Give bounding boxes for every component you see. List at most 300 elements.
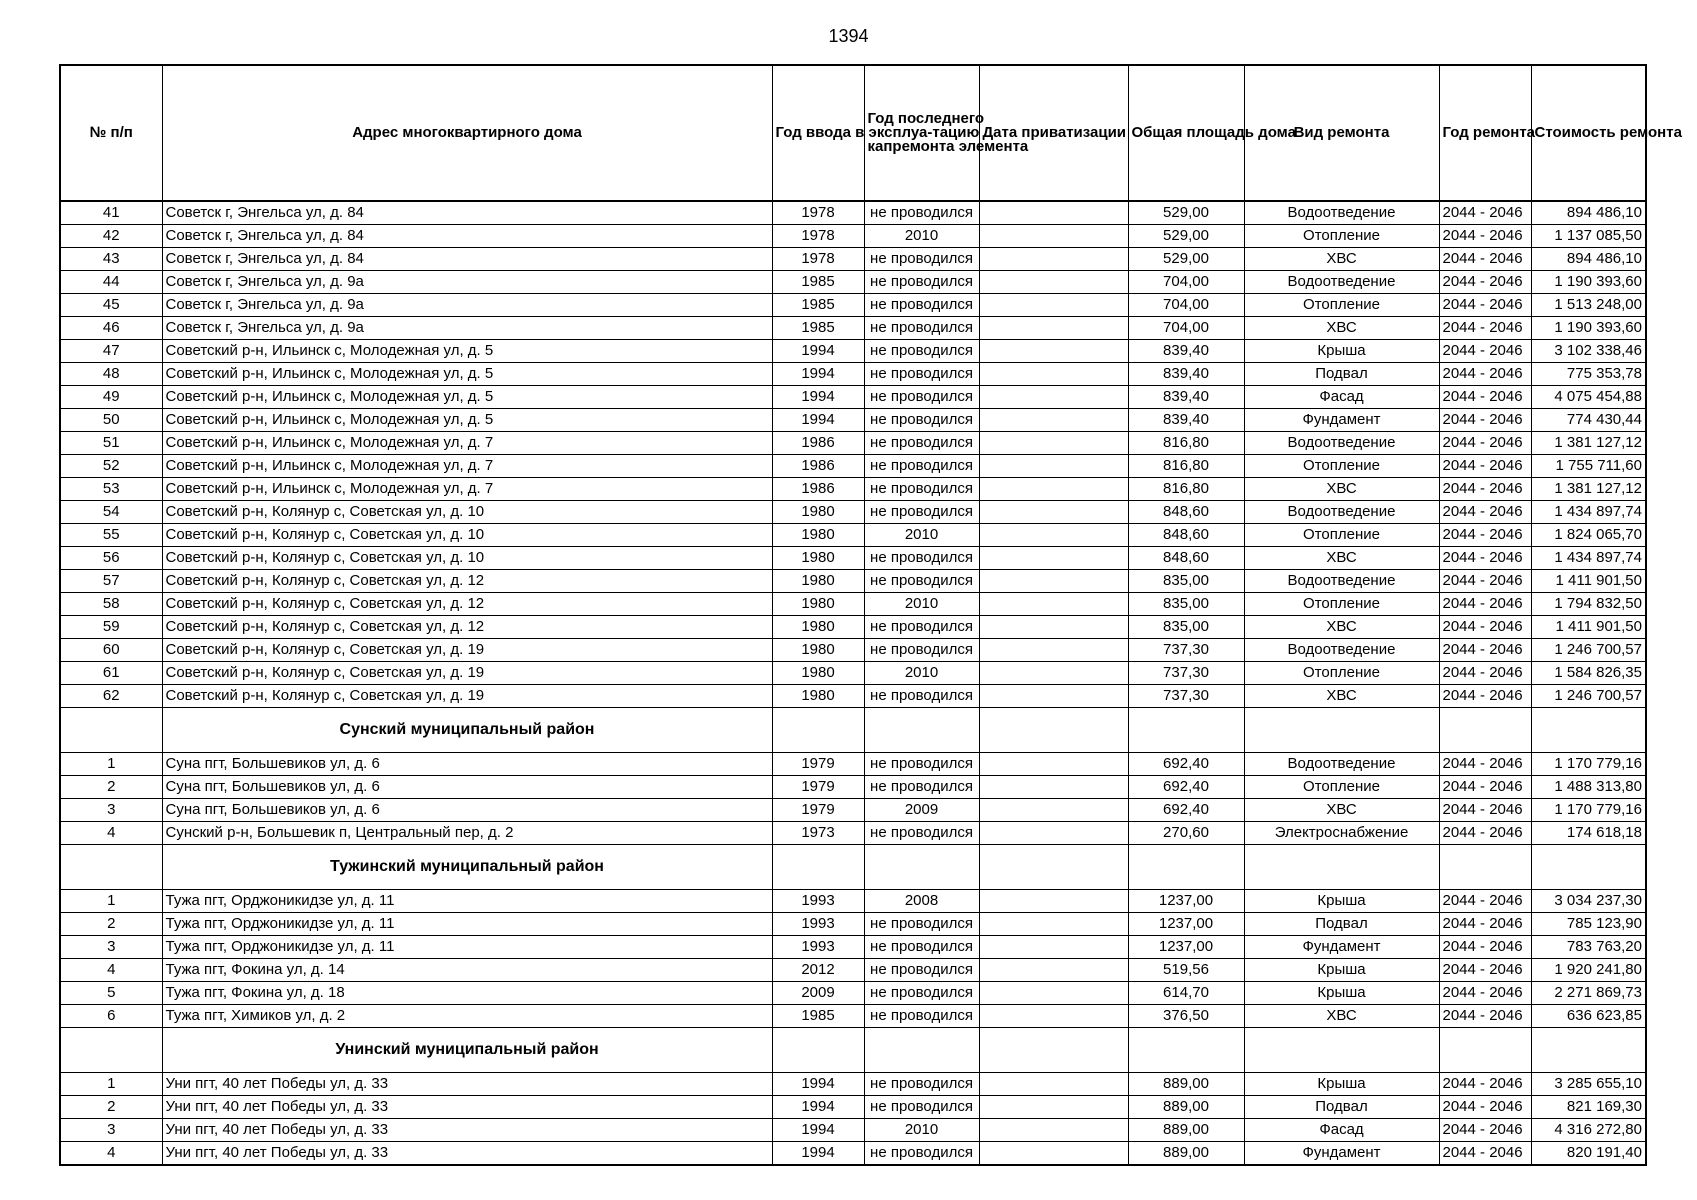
- cell-privatization: [979, 799, 1128, 822]
- cell-last-repair: не проводился: [864, 1073, 979, 1096]
- cell-area: 737,30: [1128, 685, 1244, 708]
- cell-privatization: [979, 432, 1128, 455]
- cell-repair-type: Крыша: [1244, 1073, 1439, 1096]
- cell-year-built: 1980: [772, 570, 864, 593]
- cell-repair-year: 2044 - 2046: [1439, 340, 1531, 363]
- table-row: [60, 225, 1646, 248]
- cell-repair-year: 2044 - 2046: [1439, 547, 1531, 570]
- cell-address: Советск г, Энгельса ул, д. 84: [162, 225, 772, 248]
- cell-repair-type: ХВС: [1244, 317, 1439, 340]
- cell-num: 2: [60, 1096, 162, 1119]
- cell-last-repair: не проводился: [864, 639, 979, 662]
- section-empty-cell: [60, 708, 162, 753]
- cell-year-built: 1985: [772, 1005, 864, 1028]
- cell-address: Тужа пгт, Орджоникидзе ул, д. 11: [162, 913, 772, 936]
- table-row: [60, 201, 1646, 225]
- table-row: [60, 685, 1646, 708]
- cell-repair-year: 2044 - 2046: [1439, 1005, 1531, 1028]
- section-row: [60, 708, 1646, 753]
- cell-year-built: 1985: [772, 294, 864, 317]
- cell-cost: 1 434 897,74: [1531, 547, 1646, 570]
- cell-last-repair: 2008: [864, 890, 979, 913]
- cell-num: 49: [60, 386, 162, 409]
- cell-address: Уни пгт, 40 лет Победы ул, д. 33: [162, 1073, 772, 1096]
- cell-num: 60: [60, 639, 162, 662]
- section-empty-cell: [1531, 845, 1646, 890]
- cell-privatization: [979, 248, 1128, 271]
- cell-num: 54: [60, 501, 162, 524]
- section-empty-cell: [1531, 708, 1646, 753]
- cell-last-repair: не проводился: [864, 271, 979, 294]
- cell-address: Советский р-н, Колянур с, Советская ул, д. 19: [162, 685, 772, 708]
- cell-cost: 894 486,10: [1531, 201, 1646, 225]
- cell-num: 42: [60, 225, 162, 248]
- cell-address: Советский р-н, Колянур с, Советская ул, д. 12: [162, 616, 772, 639]
- section-empty-cell: [1439, 845, 1531, 890]
- cell-num: 4: [60, 959, 162, 982]
- cell-repair-type: ХВС: [1244, 616, 1439, 639]
- cell-year-built: 1980: [772, 616, 864, 639]
- cell-privatization: [979, 936, 1128, 959]
- cell-num: 44: [60, 271, 162, 294]
- cell-repair-type: ХВС: [1244, 547, 1439, 570]
- cell-address: Тужа пгт, Орджоникидзе ул, д. 11: [162, 936, 772, 959]
- cell-year-built: 1979: [772, 776, 864, 799]
- cell-last-repair: не проводился: [864, 1142, 979, 1166]
- cell-repair-year: 2044 - 2046: [1439, 201, 1531, 225]
- cell-privatization: [979, 593, 1128, 616]
- cell-privatization: [979, 501, 1128, 524]
- cell-num: 61: [60, 662, 162, 685]
- cell-num: 52: [60, 455, 162, 478]
- table-row: [60, 936, 1646, 959]
- cell-repair-year: 2044 - 2046: [1439, 776, 1531, 799]
- cell-cost: 1 137 085,50: [1531, 225, 1646, 248]
- cell-area: 839,40: [1128, 409, 1244, 432]
- cell-area: 889,00: [1128, 1142, 1244, 1166]
- cell-year-built: 1994: [772, 409, 864, 432]
- cell-address: Советский р-н, Колянур с, Советская ул, д. 12: [162, 570, 772, 593]
- table-row: [60, 501, 1646, 524]
- table-row: [60, 409, 1646, 432]
- section-empty-cell: [60, 845, 162, 890]
- cell-last-repair: не проводился: [864, 455, 979, 478]
- cell-cost: 783 763,20: [1531, 936, 1646, 959]
- cell-year-built: 1994: [772, 1073, 864, 1096]
- cell-repair-type: Отопление: [1244, 524, 1439, 547]
- cell-repair-type: ХВС: [1244, 248, 1439, 271]
- cell-area: 835,00: [1128, 570, 1244, 593]
- cell-repair-type: Крыша: [1244, 959, 1439, 982]
- cell-area: 889,00: [1128, 1096, 1244, 1119]
- cell-area: 839,40: [1128, 386, 1244, 409]
- section-empty-cell: [1128, 1028, 1244, 1073]
- section-title: Унинский муниципальный район: [162, 1028, 772, 1073]
- cell-repair-type: Отопление: [1244, 593, 1439, 616]
- cell-num: 56: [60, 547, 162, 570]
- header-year-built: Год ввода в эксплуа-тацию: [772, 65, 864, 201]
- cell-year-built: 1986: [772, 455, 864, 478]
- cell-area: 848,60: [1128, 524, 1244, 547]
- section-empty-cell: [60, 1028, 162, 1073]
- section-empty-cell: [979, 845, 1128, 890]
- cell-repair-type: Электроснабжение: [1244, 822, 1439, 845]
- cell-num: 58: [60, 593, 162, 616]
- table-row: [60, 432, 1646, 455]
- cell-cost: 636 623,85: [1531, 1005, 1646, 1028]
- cell-repair-year: 2044 - 2046: [1439, 662, 1531, 685]
- cell-year-built: 1980: [772, 662, 864, 685]
- cell-num: 1: [60, 753, 162, 776]
- cell-privatization: [979, 294, 1128, 317]
- cell-year-built: 1978: [772, 225, 864, 248]
- cell-num: 59: [60, 616, 162, 639]
- header-repair-year: Год ремонта: [1439, 65, 1531, 201]
- cell-last-repair: 2009: [864, 799, 979, 822]
- table-row: [60, 1073, 1646, 1096]
- cell-last-repair: не проводился: [864, 753, 979, 776]
- cell-num: 55: [60, 524, 162, 547]
- cell-repair-year: 2044 - 2046: [1439, 225, 1531, 248]
- cell-area: 529,00: [1128, 248, 1244, 271]
- cell-privatization: [979, 959, 1128, 982]
- cell-address: Суна пгт, Большевиков ул, д. 6: [162, 753, 772, 776]
- cell-privatization: [979, 524, 1128, 547]
- cell-cost: 775 353,78: [1531, 363, 1646, 386]
- cell-last-repair: не проводился: [864, 363, 979, 386]
- cell-area: 529,00: [1128, 201, 1244, 225]
- cell-area: 889,00: [1128, 1073, 1244, 1096]
- cell-last-repair: не проводился: [864, 1096, 979, 1119]
- cell-privatization: [979, 1096, 1128, 1119]
- section-empty-cell: [1128, 708, 1244, 753]
- section-empty-cell: [1531, 1028, 1646, 1073]
- table-row: [60, 616, 1646, 639]
- cell-num: 46: [60, 317, 162, 340]
- cell-privatization: [979, 890, 1128, 913]
- cell-num: 43: [60, 248, 162, 271]
- section-row: [60, 1028, 1646, 1073]
- cell-address: Советский р-н, Колянур с, Советская ул, д. 19: [162, 639, 772, 662]
- cell-repair-type: Подвал: [1244, 1096, 1439, 1119]
- table-row: [60, 317, 1646, 340]
- cell-num: 53: [60, 478, 162, 501]
- cell-year-built: 2012: [772, 959, 864, 982]
- cell-num: 3: [60, 936, 162, 959]
- cell-repair-year: 2044 - 2046: [1439, 570, 1531, 593]
- cell-address: Уни пгт, 40 лет Победы ул, д. 33: [162, 1142, 772, 1166]
- cell-cost: 821 169,30: [1531, 1096, 1646, 1119]
- cell-last-repair: не проводился: [864, 201, 979, 225]
- cell-area: 839,40: [1128, 363, 1244, 386]
- cell-year-built: 1980: [772, 593, 864, 616]
- cell-repair-type: Подвал: [1244, 913, 1439, 936]
- cell-repair-year: 2044 - 2046: [1439, 959, 1531, 982]
- table-row: [60, 639, 1646, 662]
- cell-cost: 774 430,44: [1531, 409, 1646, 432]
- cell-cost: 1 381 127,12: [1531, 432, 1646, 455]
- cell-year-built: 1986: [772, 432, 864, 455]
- cell-area: 692,40: [1128, 753, 1244, 776]
- cell-repair-type: Подвал: [1244, 363, 1439, 386]
- cell-repair-year: 2044 - 2046: [1439, 639, 1531, 662]
- cell-privatization: [979, 639, 1128, 662]
- cell-last-repair: 2010: [864, 593, 979, 616]
- cell-cost: 1 170 779,16: [1531, 753, 1646, 776]
- cell-repair-type: ХВС: [1244, 1005, 1439, 1028]
- header-num: № п/п: [60, 65, 162, 201]
- cell-num: 3: [60, 799, 162, 822]
- cell-repair-year: 2044 - 2046: [1439, 1142, 1531, 1166]
- table-row: [60, 294, 1646, 317]
- cell-last-repair: не проводился: [864, 982, 979, 1005]
- table-row: [60, 1142, 1646, 1166]
- cell-cost: 1 246 700,57: [1531, 639, 1646, 662]
- table-row: [60, 248, 1646, 271]
- cell-last-repair: не проводился: [864, 409, 979, 432]
- section-empty-cell: [979, 708, 1128, 753]
- cell-area: 835,00: [1128, 593, 1244, 616]
- cell-repair-type: Фундамент: [1244, 936, 1439, 959]
- table-row: [60, 662, 1646, 685]
- table-row: [60, 1005, 1646, 1028]
- cell-last-repair: не проводился: [864, 317, 979, 340]
- cell-num: 57: [60, 570, 162, 593]
- cell-last-repair: не проводился: [864, 913, 979, 936]
- cell-year-built: 1994: [772, 386, 864, 409]
- section-empty-cell: [1439, 708, 1531, 753]
- cell-last-repair: не проводился: [864, 936, 979, 959]
- cell-num: 2: [60, 776, 162, 799]
- cell-address: Советск г, Энгельса ул, д. 9а: [162, 294, 772, 317]
- section-empty-cell: [1128, 845, 1244, 890]
- cell-last-repair: не проводился: [864, 959, 979, 982]
- cell-address: Советский р-н, Колянур с, Советская ул, д. 12: [162, 593, 772, 616]
- cell-repair-type: Отопление: [1244, 455, 1439, 478]
- cell-cost: 1 170 779,16: [1531, 799, 1646, 822]
- section-empty-cell: [772, 1028, 864, 1073]
- cell-privatization: [979, 225, 1128, 248]
- cell-repair-year: 2044 - 2046: [1439, 455, 1531, 478]
- header-repair-type: Вид ремонта: [1244, 65, 1439, 201]
- cell-area: 1237,00: [1128, 913, 1244, 936]
- section-title: Тужинский муниципальный район: [162, 845, 772, 890]
- cell-repair-type: Отопление: [1244, 662, 1439, 685]
- cell-last-repair: 2010: [864, 662, 979, 685]
- cell-repair-type: Отопление: [1244, 225, 1439, 248]
- cell-last-repair: не проводился: [864, 478, 979, 501]
- cell-area: 270,60: [1128, 822, 1244, 845]
- cell-address: Советский р-н, Ильинск с, Молодежная ул, д. 5: [162, 409, 772, 432]
- cell-area: 692,40: [1128, 776, 1244, 799]
- cell-year-built: 1993: [772, 890, 864, 913]
- cell-cost: 3 102 338,46: [1531, 340, 1646, 363]
- cell-repair-year: 2044 - 2046: [1439, 753, 1531, 776]
- cell-cost: 3 034 237,30: [1531, 890, 1646, 913]
- cell-address: Советский р-н, Ильинск с, Молодежная ул, д. 7: [162, 432, 772, 455]
- table-row: [60, 524, 1646, 547]
- section-row: [60, 845, 1646, 890]
- cell-repair-year: 2044 - 2046: [1439, 501, 1531, 524]
- table-row: [60, 1119, 1646, 1142]
- cell-year-built: 1986: [772, 478, 864, 501]
- cell-repair-year: 2044 - 2046: [1439, 478, 1531, 501]
- table-row: [60, 982, 1646, 1005]
- cell-last-repair: не проводился: [864, 1005, 979, 1028]
- table-row: [60, 455, 1646, 478]
- cell-repair-year: 2044 - 2046: [1439, 616, 1531, 639]
- cell-area: 848,60: [1128, 501, 1244, 524]
- cell-last-repair: не проводился: [864, 248, 979, 271]
- table-row: [60, 753, 1646, 776]
- cell-num: 4: [60, 822, 162, 845]
- header-cost: Стоимость ремонта: [1531, 65, 1646, 201]
- cell-privatization: [979, 271, 1128, 294]
- cell-cost: 1 434 897,74: [1531, 501, 1646, 524]
- cell-address: Советский р-н, Колянур с, Советская ул, д. 10: [162, 524, 772, 547]
- cell-last-repair: не проводился: [864, 386, 979, 409]
- cell-num: 41: [60, 201, 162, 225]
- cell-address: Советск г, Энгельса ул, д. 9а: [162, 317, 772, 340]
- cell-address: Советский р-н, Колянур с, Советская ул, д. 10: [162, 547, 772, 570]
- cell-year-built: 1994: [772, 1119, 864, 1142]
- cell-last-repair: 2010: [864, 225, 979, 248]
- cell-repair-type: Фасад: [1244, 1119, 1439, 1142]
- cell-area: 816,80: [1128, 432, 1244, 455]
- table-row: [60, 386, 1646, 409]
- cell-num: 6: [60, 1005, 162, 1028]
- cell-repair-year: 2044 - 2046: [1439, 982, 1531, 1005]
- cell-num: 48: [60, 363, 162, 386]
- cell-repair-year: 2044 - 2046: [1439, 822, 1531, 845]
- cell-privatization: [979, 1119, 1128, 1142]
- cell-year-built: 1980: [772, 501, 864, 524]
- cell-privatization: [979, 340, 1128, 363]
- section-empty-cell: [1244, 845, 1439, 890]
- cell-address: Советский р-н, Ильинск с, Молодежная ул, д. 5: [162, 340, 772, 363]
- header-address: Адрес многоквартирного дома: [162, 65, 772, 201]
- cell-privatization: [979, 1073, 1128, 1096]
- cell-year-built: 1978: [772, 201, 864, 225]
- cell-address: Советский р-н, Колянур с, Советская ул, д. 10: [162, 501, 772, 524]
- section-empty-cell: [979, 1028, 1128, 1073]
- cell-year-built: 2009: [772, 982, 864, 1005]
- section-empty-cell: [864, 1028, 979, 1073]
- cell-address: Уни пгт, 40 лет Победы ул, д. 33: [162, 1096, 772, 1119]
- cell-repair-type: Водоотведение: [1244, 271, 1439, 294]
- cell-cost: 894 486,10: [1531, 248, 1646, 271]
- cell-year-built: 1994: [772, 1096, 864, 1119]
- section-empty-cell: [1439, 1028, 1531, 1073]
- cell-last-repair: не проводился: [864, 570, 979, 593]
- section-empty-cell: [772, 845, 864, 890]
- cell-repair-year: 2044 - 2046: [1439, 248, 1531, 271]
- table-row: [60, 1096, 1646, 1119]
- cell-cost: 1 246 700,57: [1531, 685, 1646, 708]
- cell-cost: 1 513 248,00: [1531, 294, 1646, 317]
- cell-repair-year: 2044 - 2046: [1439, 593, 1531, 616]
- cell-last-repair: 2010: [864, 1119, 979, 1142]
- cell-repair-year: 2044 - 2046: [1439, 317, 1531, 340]
- cell-area: 1237,00: [1128, 936, 1244, 959]
- cell-repair-type: Фундамент: [1244, 409, 1439, 432]
- cell-privatization: [979, 662, 1128, 685]
- cell-cost: 1 584 826,35: [1531, 662, 1646, 685]
- cell-last-repair: не проводился: [864, 294, 979, 317]
- cell-cost: 1 411 901,50: [1531, 570, 1646, 593]
- cell-repair-type: Фасад: [1244, 386, 1439, 409]
- section-empty-cell: [772, 708, 864, 753]
- cell-repair-type: ХВС: [1244, 685, 1439, 708]
- table-row: [60, 776, 1646, 799]
- cell-year-built: 1979: [772, 799, 864, 822]
- section-empty-cell: [864, 845, 979, 890]
- cell-privatization: [979, 201, 1128, 225]
- section-empty-cell: [864, 708, 979, 753]
- cell-address: Советский р-н, Ильинск с, Молодежная ул, д. 7: [162, 455, 772, 478]
- cell-repair-year: 2044 - 2046: [1439, 363, 1531, 386]
- cell-privatization: [979, 455, 1128, 478]
- cell-cost: 820 191,40: [1531, 1142, 1646, 1166]
- cell-address: Тужа пгт, Фокина ул, д. 18: [162, 982, 772, 1005]
- cell-last-repair: не проводился: [864, 685, 979, 708]
- cell-year-built: 1985: [772, 317, 864, 340]
- cell-cost: 174 618,18: [1531, 822, 1646, 845]
- cell-privatization: [979, 478, 1128, 501]
- cell-last-repair: не проводился: [864, 547, 979, 570]
- cell-repair-type: Водоотведение: [1244, 501, 1439, 524]
- cell-repair-type: ХВС: [1244, 478, 1439, 501]
- cell-repair-year: 2044 - 2046: [1439, 913, 1531, 936]
- section-empty-cell: [1244, 708, 1439, 753]
- cell-year-built: 1980: [772, 524, 864, 547]
- cell-cost: 1 920 241,80: [1531, 959, 1646, 982]
- cell-address: Советский р-н, Ильинск с, Молодежная ул, д. 7: [162, 478, 772, 501]
- table-row: [60, 340, 1646, 363]
- cell-area: 376,50: [1128, 1005, 1244, 1028]
- cell-address: Советский р-н, Ильинск с, Молодежная ул, д. 5: [162, 363, 772, 386]
- cell-cost: 1 190 393,60: [1531, 317, 1646, 340]
- cell-repair-type: Крыша: [1244, 340, 1439, 363]
- cell-cost: 4 316 272,80: [1531, 1119, 1646, 1142]
- cell-repair-type: Водоотведение: [1244, 432, 1439, 455]
- cell-privatization: [979, 409, 1128, 432]
- cell-cost: 785 123,90: [1531, 913, 1646, 936]
- cell-address: Тужа пгт, Химиков ул, д. 2: [162, 1005, 772, 1028]
- cell-num: 47: [60, 340, 162, 363]
- cell-address: Суна пгт, Большевиков ул, д. 6: [162, 799, 772, 822]
- cell-area: 839,40: [1128, 340, 1244, 363]
- cell-year-built: 1993: [772, 936, 864, 959]
- cell-repair-year: 2044 - 2046: [1439, 890, 1531, 913]
- cell-privatization: [979, 547, 1128, 570]
- cell-repair-year: 2044 - 2046: [1439, 386, 1531, 409]
- cell-cost: 1 794 832,50: [1531, 593, 1646, 616]
- cell-last-repair: не проводился: [864, 340, 979, 363]
- cell-repair-year: 2044 - 2046: [1439, 685, 1531, 708]
- cell-last-repair: 2010: [864, 524, 979, 547]
- header-last-repair-line2: капремонта элемента: [867, 138, 1029, 155]
- cell-repair-type: Водоотведение: [1244, 201, 1439, 225]
- cell-last-repair: не проводился: [864, 822, 979, 845]
- cell-cost: 1 381 127,12: [1531, 478, 1646, 501]
- cell-area: 704,00: [1128, 271, 1244, 294]
- cell-repair-type: Водоотведение: [1244, 753, 1439, 776]
- cell-address: Тужа пгт, Орджоникидзе ул, д. 11: [162, 890, 772, 913]
- header-area: Общая площадь дома: [1128, 65, 1244, 201]
- header-privatization: Дата приватизации: [979, 65, 1128, 201]
- section-empty-cell: [1244, 1028, 1439, 1073]
